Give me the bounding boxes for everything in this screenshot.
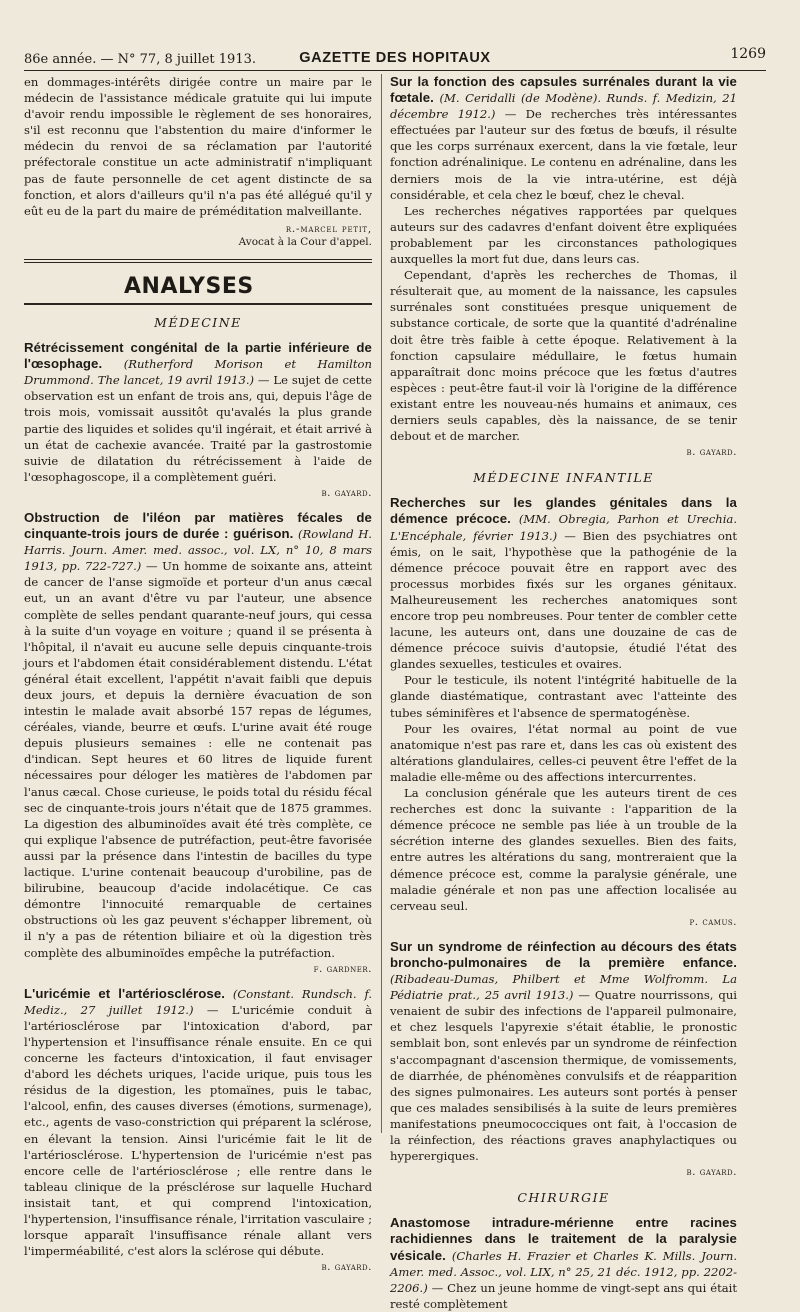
article-body: — Un homme de soixante ans, atteint de cancer de l'anse sigmoïde et porteur d'un anus cæcal eut, un an avant d'être vu par l'auteur, une absence complète de selles pendant quarante-neuf jours, qui cessa à la suite d'un voyage en voiture ; quand il se présenta à l'hôpital, il n'avait eu aucune selle depuis cinquante-trois jours et l'abdomen était considérablement distendu. L'état général était excellent, l'appétit n'avait faibli que depuis deux jours, et depuis la dernière évacuation de son intestin le malade avait absorbé 157 repas de légumes, céréales, viande, beurre et œufs. L'urine avait été rouge depuis plusieurs semaines : elle ne contenait pas d'indican. Sept heures et 60 litres de liquide furent nécessaires pour déloger les matières de l'abdomen par l'anus cæcal. Chose curieuse, le poids total du résidu fécal sec de cinquante-trois jours n'était que de 1875 grammes. La digestion des albuminoïdes avait été très complète, ce qui explique l'absence de putréfaction, peut-être favorisée aussi par la présence dans l'intestin de bacilles du type lactique. L'urine contenait beaucoup d'urobiline, pas de bilirubine, beaucoup d'acide indolacétique. Ce cas démontre l'innocuité remarquable de certaines obstructions où les gaz peuvent s'échapper librement, où il n'y a pas de rétention biliaire et où la digestion très complète des albuminoïdes empêche la putréfaction. (24, 559, 372, 960)
page-number: 1269 (730, 46, 766, 62)
article-title: L'uricémie et l'artériosclérose. (24, 985, 226, 1001)
article-body: — Le sujet de cette observation est un enfant de trois ans, qui, depuis l'âge de trois mois, vomissait aussitôt qu'avalés la plus grande partie des liquides et solides qu'il ingérait, et était arrivé à un état de cachexie avancée. Traité par la gastrostomie suivie de dilatation du rétrécissement à l'aide de l'œsophagoscope, il a complètement guéri. (24, 373, 372, 484)
article-retrecissement (24, 340, 372, 501)
article-paragraph: La conclusion générale que les auteurs tirent de ces recherches est donc la suivante : l'apparition de la démence précoce ne semble pas liée à un trouble de la sécrétion interne des glandes sexuelles. Bien des faits, entre autres les altérations du sang, montreraient que la démence précoce est, comme la paralysie générale, une maladie générale et non pas une affection localisée au cerveau seul. (390, 786, 737, 913)
article-signature: b. gayard. (321, 486, 372, 499)
article-reference: (Ribadeau-Dumas, Philbert et Mme Wolfromm. La Pédiatrie prat., 25 avril 1913.) (390, 972, 737, 1003)
article-signature: b. gayard. (686, 1166, 737, 1179)
article-signature: b. gayard. (321, 1261, 372, 1274)
heading-rule (24, 303, 372, 305)
article-reinfection (390, 939, 737, 1180)
signature-role: Avocat à la Cour d'appel. (238, 235, 372, 248)
section-chirurgie: CHIRURGIE (517, 1190, 610, 1206)
column-divider (381, 74, 382, 1133)
article-paragraph: Cependant, d'après les recherches de Thomas, il résulterait que, au moment de la naissance, les capsules surrénales sont constituées presque uniquement de substance corticale, de sorte que la quantité d'adrénaline doit être très faible à cette époque. Relativement à la fonction capsulaire médullaire, le fœtus humain apparaîtrait donc moins précoce que les fœtus d'autres espèces : peut-être faut-il voir là l'origine de la différence existant entre les nouveau-nés humains et animaux, ces derniers seuls capables, dès la naissance, de se tenir debout et de marcher. (390, 268, 737, 444)
article-anastomose (390, 1215, 737, 1312)
analyses-heading: ANALYSES (124, 273, 254, 299)
journal-title: GAZETTE DES HOPITAUX (299, 50, 491, 66)
article-body: — De recherches très intéressantes effectuées par l'auteur sur des fœtus de bœufs, il résulte que les corps surrénaux exercent, dans la vie fœtale, leur fonction adrénalinique. Le contenu en adrénaline, dans les derniers mois de la vie intra-utérine, est déjà considérable, et cela chez le bœuf, chez le cheval. (390, 107, 737, 202)
article-reference: (Rowland H. Harris. Journ. Amer. med. assoc., vol. LX, n° 10, 8 mars 1913, pp. 722-727.) (24, 527, 372, 574)
article-reference: (Rutherford Morison et Hamilton Drummond. The lancet, 19 avril 1913.) (24, 357, 372, 388)
article-body: — Chez un jeune homme de vingt-sept ans qui était resté complètement (390, 1280, 738, 1311)
article-signature: f. gardner. (313, 962, 372, 975)
article-title: Obstruction de l'iléon par matières fécales de cinquante-trois jours de durée : guérison. (24, 509, 372, 542)
article-paragraph: Les recherches négatives rapportées par quelques auteurs sur des cadavres d'enfant doivent être expliquées probablement par les circonstances pathologiques auxquelles la mort fut due, dans leurs cas. (390, 203, 737, 267)
article-paragraph: Pour les ovaires, l'état normal au point de vue anatomique n'est pas rare et, dans les cas où existent des altérations glandulaires, celles-ci peuvent être l'effet de la maladie elle-même ou des affections intercurrentes. (390, 721, 737, 784)
article-body: — Quatre nourrissons, qui venaient de subir des infections de l'appareil pulmonaire, et chez lesquels l'apyrexie s'était établie, le pronostic semblait bon, sont enlevés par un syndrome de réinfection s'accompagnant d'ascension thermique, de vomissements, de diarrhée, de phénomènes convulsifs et de réapparition des signes pulmonaires. Les auteurs sont portés à penser que ces malades sensibilisés à la suite de leurs premières manifestations pneumococciques ont fait, à l'occasion de la réinfection, des réactions graves anaphylactiques ou hyperergiques. (390, 988, 737, 1164)
article-glandes-genitales (390, 495, 737, 930)
article-reference: (MM. Obregia, Parhon et Urechia. L'Encéphale, février 1913.) (390, 512, 738, 543)
article-uricemie (24, 986, 372, 1276)
left-column (24, 74, 373, 1274)
running-header (24, 44, 766, 71)
article-reference: (Charles H. Frazier et Charles K. Mills. Journ. Amer. med. Assoc., vol. LIX, n° 25, 21 déc. 1912, pp. 2202-2206.) (390, 1248, 738, 1295)
article-signature: p. camus. (689, 915, 737, 928)
article-body: — L'uricémie conduit à l'artériosclérose par l'intoxication d'abord, par l'hypertension et l'insuffisance rénale ensuite. En ce qui concerne les facteurs d'intoxication, il faut envisager d'abord les déchets uriques, l'acide urique, puis tous les résidus de la digestion, les ptomaïnes, puis le tabac, l'alcool, enfin, des causes diverses (émotions, surmenage), etc., agents de vaso-constriction qui préparent la sclérose, en élevant la tension. Ainsi l'uricémie fait le lit de l'artériosclérose. L'hypertension de l'uricémie n'est pas encore celle de l'artériosclérose ; elle rentre dans le tableau clinique de la présclérose sur laquelle Huchard insistait tant, et qui comprend l'intoxication, l'hypertension, l'insuffisance rénale, l'irritation vasculaire ; lorsque apparaît l'insuffisance rénale allant vers l'imperméabilité, c'est alors la sclérose qui débute. (24, 1002, 372, 1259)
section-medecine: MÉDECINE (154, 314, 242, 330)
article-obstruction (24, 510, 372, 977)
article-title: Rétrécissement congénital de la partie inférieure de l'œsophage. (24, 340, 372, 372)
article-title: Sur la fonction des capsules surrénales durant la vie fœtale. (390, 74, 737, 106)
issue-info: 86e année. — N° 77, 8 juillet 1913. (24, 52, 257, 67)
intro-paragraph: en dommages-intérêts dirigée contre un maire par le médecin de l'assistance médicale gratuite qui lui impute d'avoir rendu impossible le règlement de ses honoraires, s'il est reconnu que l'abstention du maire d'informer le médecin du renvoi de sa réclamation par l'autorité préfectorale constitue un acte administratif n'impliquant pas de faute personnelle de cet agent distincte de sa fonction, et alors d'ailleurs qu'il n'a pas été allégué qu'il y eût eu de la part du maire de préméditation malveillante. (24, 75, 372, 218)
right-column (390, 74, 738, 1311)
article-paragraph: Pour le testicule, ils notent l'intégrité habituelle de la glande diastématique, contrastant avec l'atteinte des tubes séminifères et l'absence de spermatogénèse. (390, 673, 737, 720)
article-signature: b. gayard. (686, 446, 737, 459)
article-title: Anastomose intradure-mérienne entre racines rachidiennes dans le traitement de la paralysie vésicale. (390, 1215, 737, 1263)
signature-name: r.-marcel petit, (285, 222, 372, 235)
intro-signature (24, 223, 372, 249)
article-title: Sur un syndrome de réinfection au décours des états broncho-pulmonaires de la première enfance. (390, 938, 737, 970)
article-body: — Bien des psychiatres ont émis, on le sait, l'hypothèse que la pathogénie de la démence précoce pouvait être en rapport avec des processus morbides fixés sur les organes génitaux. Malheureusement les recherches anatomiques sont encore trop peu nombreuses. Pour tenter de combler cette lacune, les auteurs ont, dans une douzaine de cas de démence précoce suivis d'autopsie, étudié l'état des glandes sexuelles, testicules et ovaires. (390, 528, 738, 672)
section-medecine-infantile: MÉDECINE INFANTILE (473, 470, 654, 486)
article-capsules-surrenales (390, 74, 737, 460)
article-title: Recherches sur les glandes génitales dans la démence précoce. (390, 495, 737, 527)
section-rule (24, 259, 372, 263)
article-reference: (M. Ceridalli (de Modène). Runds. f. Medizin, 21 décembre 1912.) (390, 91, 737, 122)
article-reference: (Constant. Rundsch. f. Mediz., 27 juillet 1912.) (24, 986, 373, 1017)
